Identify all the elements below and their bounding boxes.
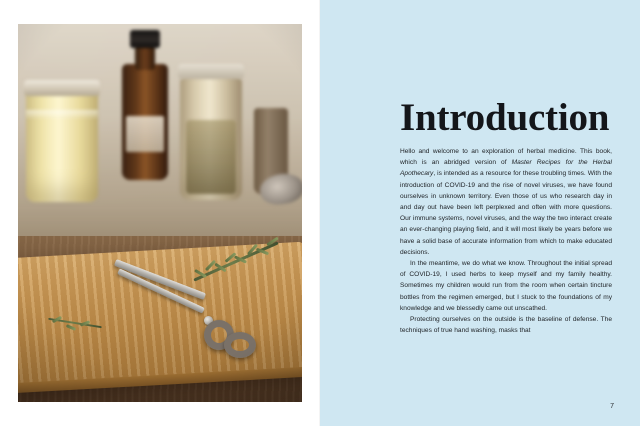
cutting-board <box>18 242 302 387</box>
photo-scene <box>18 24 302 402</box>
cutting-board-grain <box>18 242 302 387</box>
herb-jar-lid <box>178 64 244 79</box>
yellow-jar-lid <box>24 80 100 96</box>
herb-jar-contents <box>186 120 236 194</box>
paragraph-2: In the meantime, we do what we know. Throughout the initial spread of COVID-19, I used herbs to keep myself and my family healthy. Sometimes my children would run from the room when certain tincture bottles from the regimen emerged, but I stuck to the foundations of my knowledge and we blessedly came out unscathed. <box>400 260 612 312</box>
book-title-italic: Master Recipes for the Herbal Apothecary <box>400 159 612 178</box>
yellow-jar-highlight <box>26 110 98 119</box>
chapter-title: Introduction <box>400 96 610 140</box>
apothecary-photo <box>18 24 302 402</box>
paragraph-3: Protecting ourselves on the outside is the baseline of defense. The techniques of true hand washing, masks that <box>400 316 612 335</box>
amber-bottle-label <box>126 116 164 152</box>
scissors-handle-lower <box>224 332 256 358</box>
right-page <box>320 0 640 426</box>
yellow-jar <box>26 90 98 202</box>
page-number: 7 <box>610 403 614 410</box>
paragraph-1-text-a: Hello and welcome to an exploration of herbal medicine. This book, which is an abridged version of <box>400 148 612 167</box>
paragraph-1-text-b: , is intended as a resource for these troubling times. With the introduction of COVID-19 and the rise of novel viruses, we have found ourselves in unknown territory. Even those of us who research day in and day out have been left perplexed and often with more questions. Our immune systems, novel viruses, and the way the two interact create an ever-changing playing field, and it will most likely be years before we have a solid base of accurate information from which to make educated decisions. <box>400 170 612 256</box>
paragraph-1 <box>400 146 612 258</box>
body-text <box>400 146 612 336</box>
amber-bottle-dropper-cap <box>130 30 160 48</box>
